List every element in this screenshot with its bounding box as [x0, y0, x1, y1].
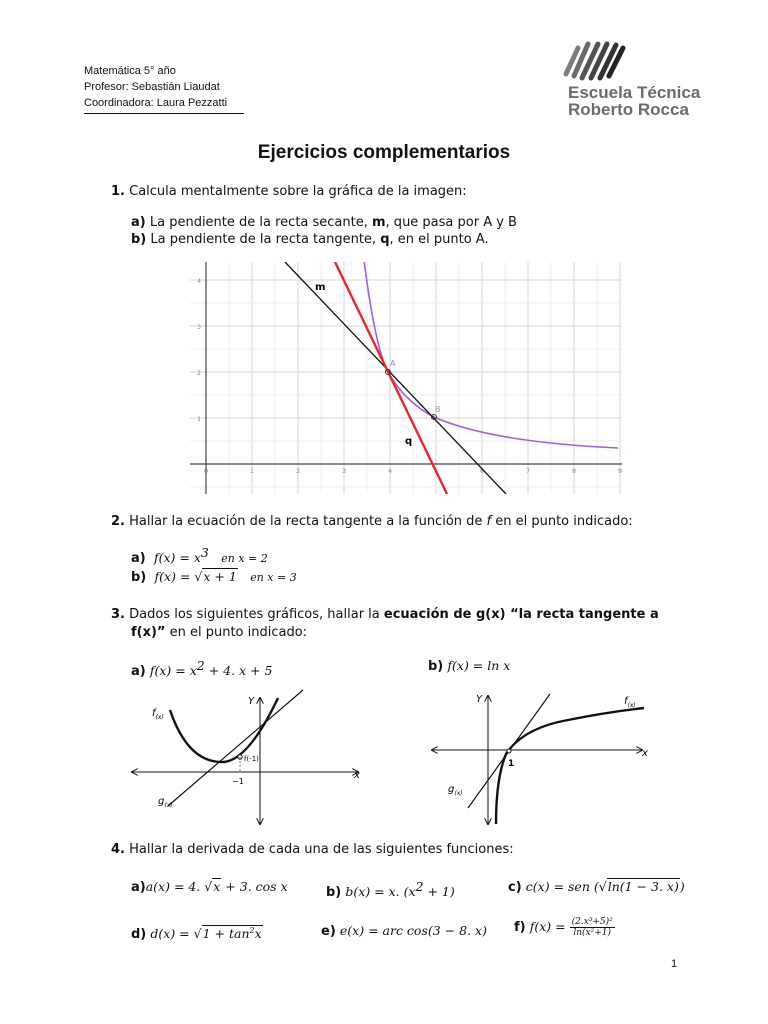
ex2-item-b: b) f(x) = √x + 1 en x = 3: [131, 569, 297, 585]
ex2-statement: [111, 513, 633, 531]
ex1-label-m: m: [315, 282, 326, 293]
subject-text: Matemática 5° año: [84, 65, 176, 77]
ex1-label-a: A: [390, 359, 396, 368]
ex3b-label-y: Y: [476, 694, 483, 705]
ex4-c-expr1: c(x) = sen (: [525, 879, 599, 894]
page-number: 1: [671, 958, 678, 970]
ex1-y-tick-label: 2: [197, 369, 202, 377]
ex3a-label-y: Y: [248, 696, 255, 707]
ex1-x-tick-label: 1: [250, 467, 255, 475]
ex1-x-tick-label: 4: [388, 467, 393, 475]
header-divider: [84, 113, 244, 114]
ex3b-label-x: x: [642, 748, 648, 759]
ex4-f-numerator: (2.x³+5)²: [571, 917, 613, 927]
ex1-tangent-line-q: [335, 262, 447, 494]
ex4-item-d: d) $d(x) = √1 + \tan^2x$: [131, 926, 262, 942]
ex1-y-tick-label: 3: [197, 323, 202, 331]
ex4-f-label: f): [514, 920, 526, 935]
ex3a-graph: [128, 688, 368, 828]
page-title: Ejercicios complementarios: [257, 142, 511, 163]
ex4-a-radicand: x: [213, 879, 221, 894]
ex1-text: Calcula mentalmente sobre la gráfica de la imagen:: [129, 184, 467, 199]
ex1-x-tick-label: 9: [618, 467, 622, 475]
ex3b-label-g: $g_{(x)}$: [448, 784, 463, 797]
ex1-x-tick-label: 2: [296, 467, 301, 475]
ex4-d-exp: 2: [249, 926, 255, 935]
coordinator-text: Coordinadora: Laura Pezzatti: [84, 97, 228, 109]
logo-line2: Roberto Rocca: [568, 100, 689, 119]
ex1-number: 1.: [111, 184, 125, 199]
ex4-c-label: c): [508, 880, 522, 895]
ex1-b-label: b): [131, 232, 147, 247]
ex1-a-text1: La pendiente de la recta secante,: [149, 215, 372, 230]
ex1-graph: [190, 262, 622, 494]
ex3a-tangent-g: [168, 690, 303, 806]
ex4-d-radicand: 1 + tan: [202, 926, 250, 941]
ex4-statement: [111, 841, 514, 859]
ex3-item-b: [428, 657, 510, 676]
ex3-a-exp: 2: [196, 658, 205, 673]
ex1-item-b: [131, 231, 489, 249]
ex4-item-a: a)a(x) = 4. √x + 3. cos x: [131, 879, 288, 895]
ex1-curve: [364, 262, 618, 448]
ex2-b-label: b): [131, 570, 147, 585]
ex3a-label-g: $g_{(x)}$: [158, 796, 173, 809]
ex1-secant-line-m: [285, 262, 506, 494]
ex4-d-radicand2: x: [254, 926, 262, 941]
ex1-b-text2: , en el punto A.: [389, 232, 489, 247]
ex1-a-bold: m: [372, 215, 386, 230]
ex1-grid: [190, 262, 622, 494]
ex3-item-a: [131, 657, 272, 681]
ex3b-graph: [428, 688, 668, 828]
logo-name: [568, 84, 700, 118]
ex3a-label-tick: −1: [232, 777, 244, 786]
ex4-f-expr: f(x) =: [529, 919, 570, 934]
ex3-a-rest: + 4. x + 5: [204, 663, 273, 678]
ex1-x-tick-label: 0: [204, 467, 209, 475]
ex3-number: 3.: [111, 607, 125, 622]
ex3b-point-marker: [507, 749, 511, 753]
ex2-b-point: en x = 3: [250, 571, 297, 584]
ex3a-label-x: x: [354, 770, 360, 781]
ex4-d-expr1: d(x) =: [150, 926, 194, 941]
ex4-number: 4.: [111, 842, 125, 857]
ex1-y-tick-label: 4: [197, 277, 202, 285]
ex4-b-exp: 2: [415, 879, 424, 894]
ex3-statement-line2: [131, 624, 307, 642]
logo-line1: Escuela Técnica: [568, 83, 701, 102]
ex2-a-fx: f(x) = x: [153, 550, 201, 565]
ex4-c-expr2: ): [679, 879, 685, 894]
ex2-f: f: [486, 514, 492, 529]
ex2-b-radicand: x + 1: [203, 569, 237, 584]
ex1-y-tick-label: 1: [197, 415, 202, 423]
ex1-x-tick-label: 8: [572, 467, 577, 475]
ex3b-label-tick: 1: [508, 759, 515, 769]
ex1-x-tick-label: 6: [480, 467, 485, 475]
ex2-a-point: en x = 2: [221, 552, 268, 565]
ex3-b-fx: f(x) = ln x: [447, 658, 511, 673]
ex2-text2: en el punto indicado:: [491, 514, 633, 529]
ex4-text: Hallar la derivada de cada una de las siguientes funciones:: [129, 842, 514, 857]
ex4-b-expr: b(x) = x. (x: [345, 884, 416, 899]
header-info: [84, 63, 227, 111]
ex3b-label-f: $f_{(x)}$: [624, 696, 636, 709]
ex4-a-label: a): [131, 880, 146, 895]
ex1-x-tick-label: 7: [526, 467, 531, 475]
ex3-text1: Dados los siguientes gráficos, hallar la: [129, 607, 384, 622]
ex3-statement: [111, 606, 681, 624]
ex3b-curve-f: [496, 708, 644, 824]
ex2-b-fx: f(x) =: [154, 569, 195, 584]
ex4-b-expr2: + 1): [423, 884, 455, 899]
ex4-item-f: [514, 917, 615, 938]
ex3-a-label: a): [131, 664, 146, 679]
ex4-b-label: b): [326, 885, 342, 900]
teacher-text: Profesor: Sebastián Liaudat: [84, 81, 220, 93]
ex4-e-label: e): [321, 924, 336, 939]
ex1-a-text2: , que pasa por A y B: [385, 215, 517, 230]
ex4-item-b: [326, 878, 455, 902]
ex3-b-label: b): [428, 659, 444, 674]
ex3-bold2: f(x)”: [131, 625, 166, 640]
ex4-f-denominator: ln(x²+1): [573, 928, 612, 938]
ex2-text: Hallar la ecuación de la recta tangente a la función de: [129, 514, 487, 529]
logo-stripes-icon: [560, 40, 682, 84]
ex3-bold1: ecuación de g(x) “la recta tangente a: [383, 607, 659, 622]
ex4-a-expr2: + 3. cos x: [221, 879, 288, 894]
ex4-e-expr: e(x) = arc cos(3 − 8. x): [339, 923, 487, 938]
ex4-c-radicand: ln(1 − 3. x): [607, 879, 679, 894]
ex1-b-text1: La pendiente de la recta tangente,: [150, 232, 381, 247]
ex3-text2: en el punto indicado:: [165, 625, 308, 640]
ex4-item-c: c) c(x) = sen (√ln(1 − 3. x)): [508, 879, 685, 895]
ex1-a-label: a): [131, 215, 146, 230]
ex2-number: 2.: [111, 514, 125, 529]
ex2-item-a: [131, 544, 268, 568]
ex3a-label-point: f(-1): [244, 755, 259, 763]
ex1-statement: [111, 183, 467, 201]
ex4-d-label: d): [131, 927, 147, 942]
ex3a-label-f: $f_{(x)}$: [152, 708, 164, 721]
ex1-b-bold: q: [380, 232, 390, 247]
ex4-a-expr1: a(x) = 4.: [145, 879, 205, 894]
ex1-item-a: [131, 214, 517, 232]
ex1-x-tick-label: 3: [342, 467, 347, 475]
school-logo: [560, 40, 682, 88]
ex4-item-e: [321, 922, 487, 941]
ex3-a-fx: f(x) = x: [149, 663, 197, 678]
ex1-label-b: B: [435, 405, 441, 414]
ex2-a-label: a): [131, 551, 146, 566]
ex3a-curve-f: [170, 698, 278, 762]
ex2-a-exp: 3: [200, 545, 209, 560]
ex1-label-q: q: [405, 436, 413, 447]
